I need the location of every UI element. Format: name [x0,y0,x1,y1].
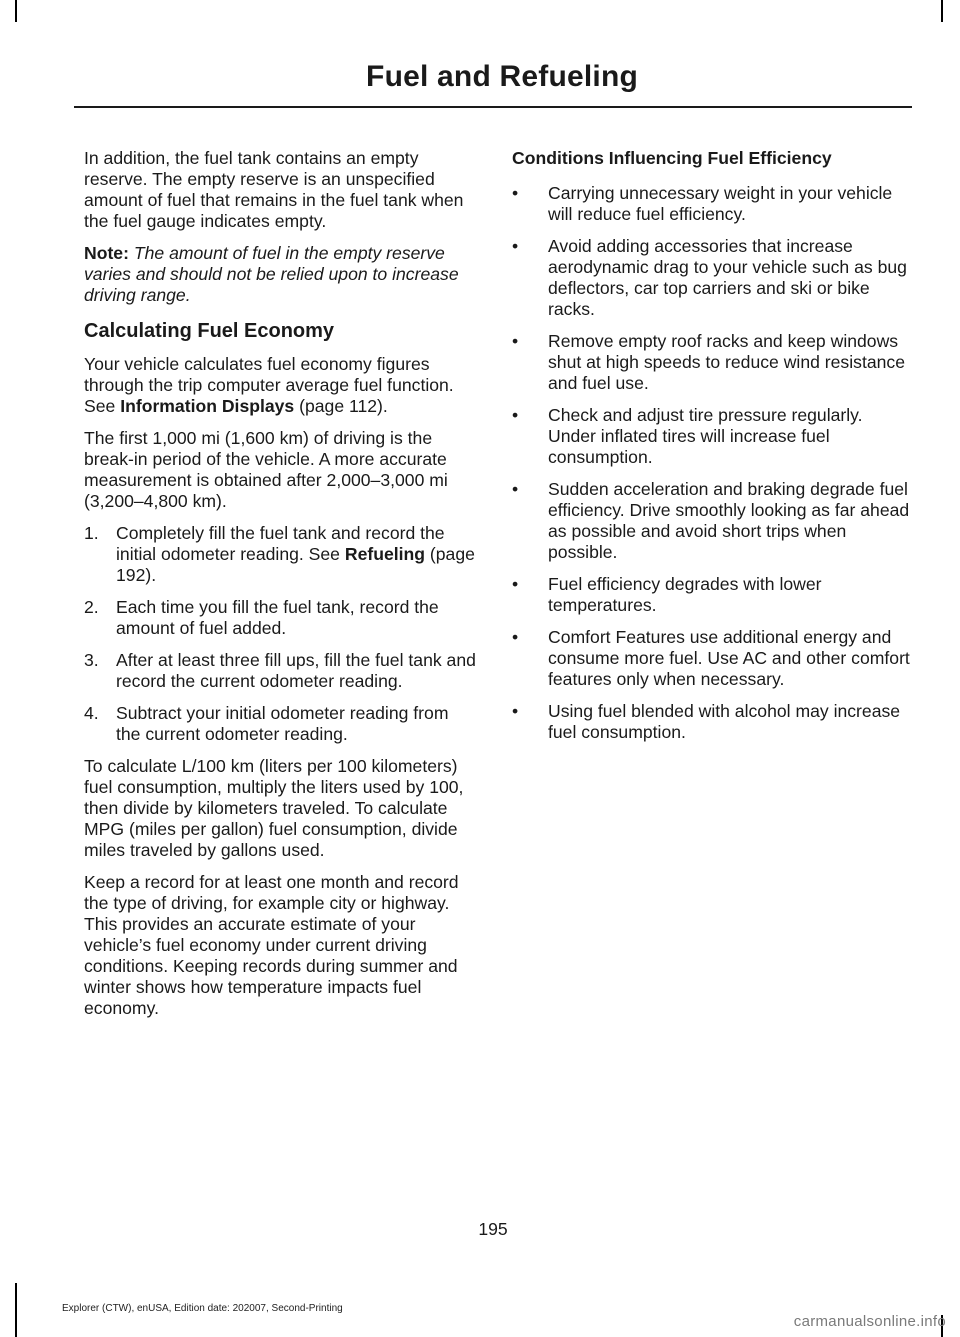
bullet-icon: • [512,479,519,499]
bullet-icon: • [512,627,519,647]
list-item-text: Carrying unnecessary weight in your vehicle will reduce fuel efficiency. [548,183,893,224]
fuel-economy-steps-list [84,523,476,745]
list-item [512,331,910,394]
crop-mark-top-right [941,0,943,22]
record-keeping-paragraph: Keep a record for at least one month and record the type of driving, for example city or highway. This provides an accurate estimate of your vehicle’s fuel economy under current driving conditions. Keeping records during summer and winter shows how temperature impacts fuel economy. [84,872,459,1018]
note-paragraph [84,243,476,306]
step-item [84,703,476,745]
trip-computer-text: Your vehicle calculates fuel economy figures through the trip computer average fuel function. See [84,354,454,416]
step-item [84,650,476,692]
information-displays-link[interactable]: Information Displays [120,396,295,416]
note-text: The amount of fuel in the empty reserve varies and should not be relied upon to increase driving range. [84,243,459,305]
list-item [512,701,910,743]
footer-edition-info: Explorer (CTW), enUSA, Edition date: 202007, Second-Printing [62,1303,343,1314]
list-item [512,627,910,690]
list-item [512,479,910,563]
list-item-text: Sudden acceleration and braking degrade fuel efficiency. Drive smoothly looking as far ahead as possible and avoid short trips when possible. [548,479,910,562]
step-text: Subtract your initial odometer reading from the current odometer reading. [116,703,449,744]
list-item-text: Remove empty roof racks and keep windows shut at high speeds to reduce wind resistance and fuel use. [548,331,905,393]
bullet-icon: • [512,236,519,256]
page-header-title: Fuel and Refueling [366,60,638,93]
step-text: Completely fill the fuel tank and record the initial odometer reading. See [116,523,445,564]
list-item-text: Fuel efficiency degrades with lower temperatures. [548,574,822,615]
list-item-text: Using fuel blended with alcohol may increase fuel consumption. [548,701,901,742]
step-number: 3. [84,650,99,670]
header-divider [74,106,912,108]
step-text: After at least three fill ups, fill the fuel tank and record the current odometer reading. [116,650,476,691]
list-item-text: Check and adjust tire pressure regularly. Under inflated tires will increase fuel consumption. [548,405,863,467]
list-item [512,183,910,225]
section-heading-calculating-fuel-economy: Calculating Fuel Economy [84,320,335,342]
list-item [512,405,910,468]
refueling-link[interactable]: Refueling [344,544,426,564]
bullet-icon: • [512,331,519,351]
calculation-paragraph: To calculate L/100 km (liters per 100 kilometers) fuel consumption, multiply the liters used by 100, then divide by kilometers traveled. To calculate MPG (miles per gallon) fuel consumption, divide miles traveled by gallons used. [84,756,464,860]
right-column [512,148,910,754]
step-item [84,597,476,639]
trip-computer-paragraph [84,354,476,417]
step-number: 2. [84,597,99,617]
fuel-efficiency-bullet-list [512,183,910,743]
bullet-icon: • [512,574,519,594]
break-in-paragraph: The first 1,000 mi (1,600 km) of driving is the break-in period of the vehicle. A more accurate measurement is obtained after 2,000–3,000 mi (3,200–4,800 km). [84,428,448,511]
intro-paragraph: In addition, the fuel tank contains an empty reserve. The empty reserve is an unspecified amount of fuel that remains in the fuel tank when the fuel gauge indicates empty. [84,148,464,231]
note-label: Note: [84,243,129,263]
page-number: 195 [478,1219,508,1239]
left-column [84,148,476,1030]
watermark: carmanualsonline.info [793,1313,946,1330]
information-displays-page-ref: (page 112). [299,396,388,416]
list-item-text: Comfort Features use additional energy and consume more fuel. Use AC and other comfort features only when necessary. [548,627,910,689]
list-item [512,236,910,320]
section-heading-conditions-influencing-fuel-efficiency: Conditions Influencing Fuel Efficiency [512,148,832,168]
bullet-icon: • [512,701,519,721]
refueling-page-ref: (page 192). [116,544,475,585]
step-item [84,523,476,586]
bullet-icon: • [512,183,519,203]
list-item-text: Avoid adding accessories that increase aerodynamic drag to your vehicle such as bug deflectors, car top carriers and ski or bike racks. [548,236,907,319]
list-item [512,574,910,616]
crop-mark-top-left [15,0,17,22]
step-number: 1. [84,523,99,543]
crop-mark-bottom-left [15,1283,17,1337]
step-number: 4. [84,703,99,723]
step-text: Each time you fill the fuel tank, record the amount of fuel added. [116,597,439,638]
bullet-icon: • [512,405,519,425]
